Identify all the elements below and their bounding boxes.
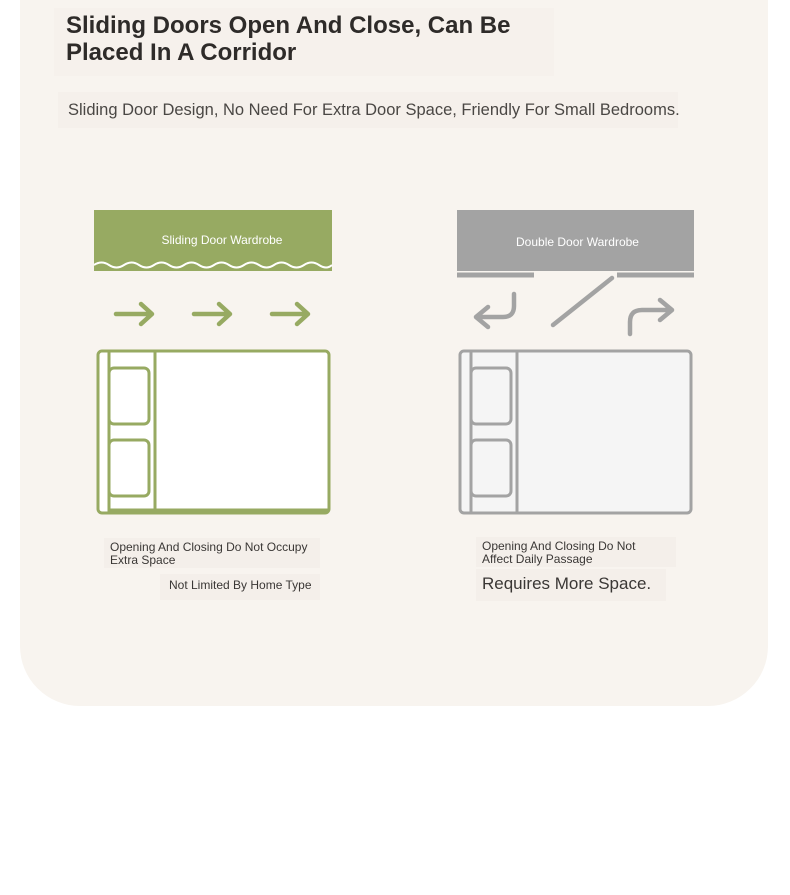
page-subtitle: Sliding Door Design, No Need For Extra Door Space, Friendly For Small Bedrooms.	[58, 92, 678, 128]
double-wardrobe-label: Double Door Wardrobe	[516, 235, 639, 249]
sliding-wardrobe-label: Sliding Door Wardrobe	[161, 233, 283, 247]
sliding-benefit-line-2: Extra Space	[110, 553, 176, 567]
arrow-right-icon	[116, 304, 152, 324]
double-note: Requires More Space.	[476, 569, 666, 601]
swing-door-line-icon	[553, 278, 612, 325]
double-benefit-line-1: Opening And Closing Do Not	[482, 539, 636, 553]
sliding-wardrobe-floorplan	[98, 351, 329, 513]
curved-arrow-right-icon	[630, 300, 672, 334]
double-wardrobe-floorplan	[460, 351, 691, 513]
arrow-right-icon	[272, 304, 308, 324]
sliding-benefit-caption	[104, 538, 320, 568]
double-benefit-line-2: Affect Daily Passage	[482, 552, 593, 566]
double-benefit-caption	[476, 537, 676, 567]
curved-arrow-left-icon	[476, 294, 514, 327]
arrow-right-icon	[194, 304, 230, 324]
sliding-note: Not Limited By Home Type	[160, 574, 320, 600]
page-title-line-1: Sliding Doors Open And Close, Can Be	[66, 12, 511, 39]
sliding-benefit-line-1: Opening And Closing Do Not Occupy	[110, 540, 308, 554]
page-title-line-2: Placed In A Corridor	[66, 39, 297, 66]
